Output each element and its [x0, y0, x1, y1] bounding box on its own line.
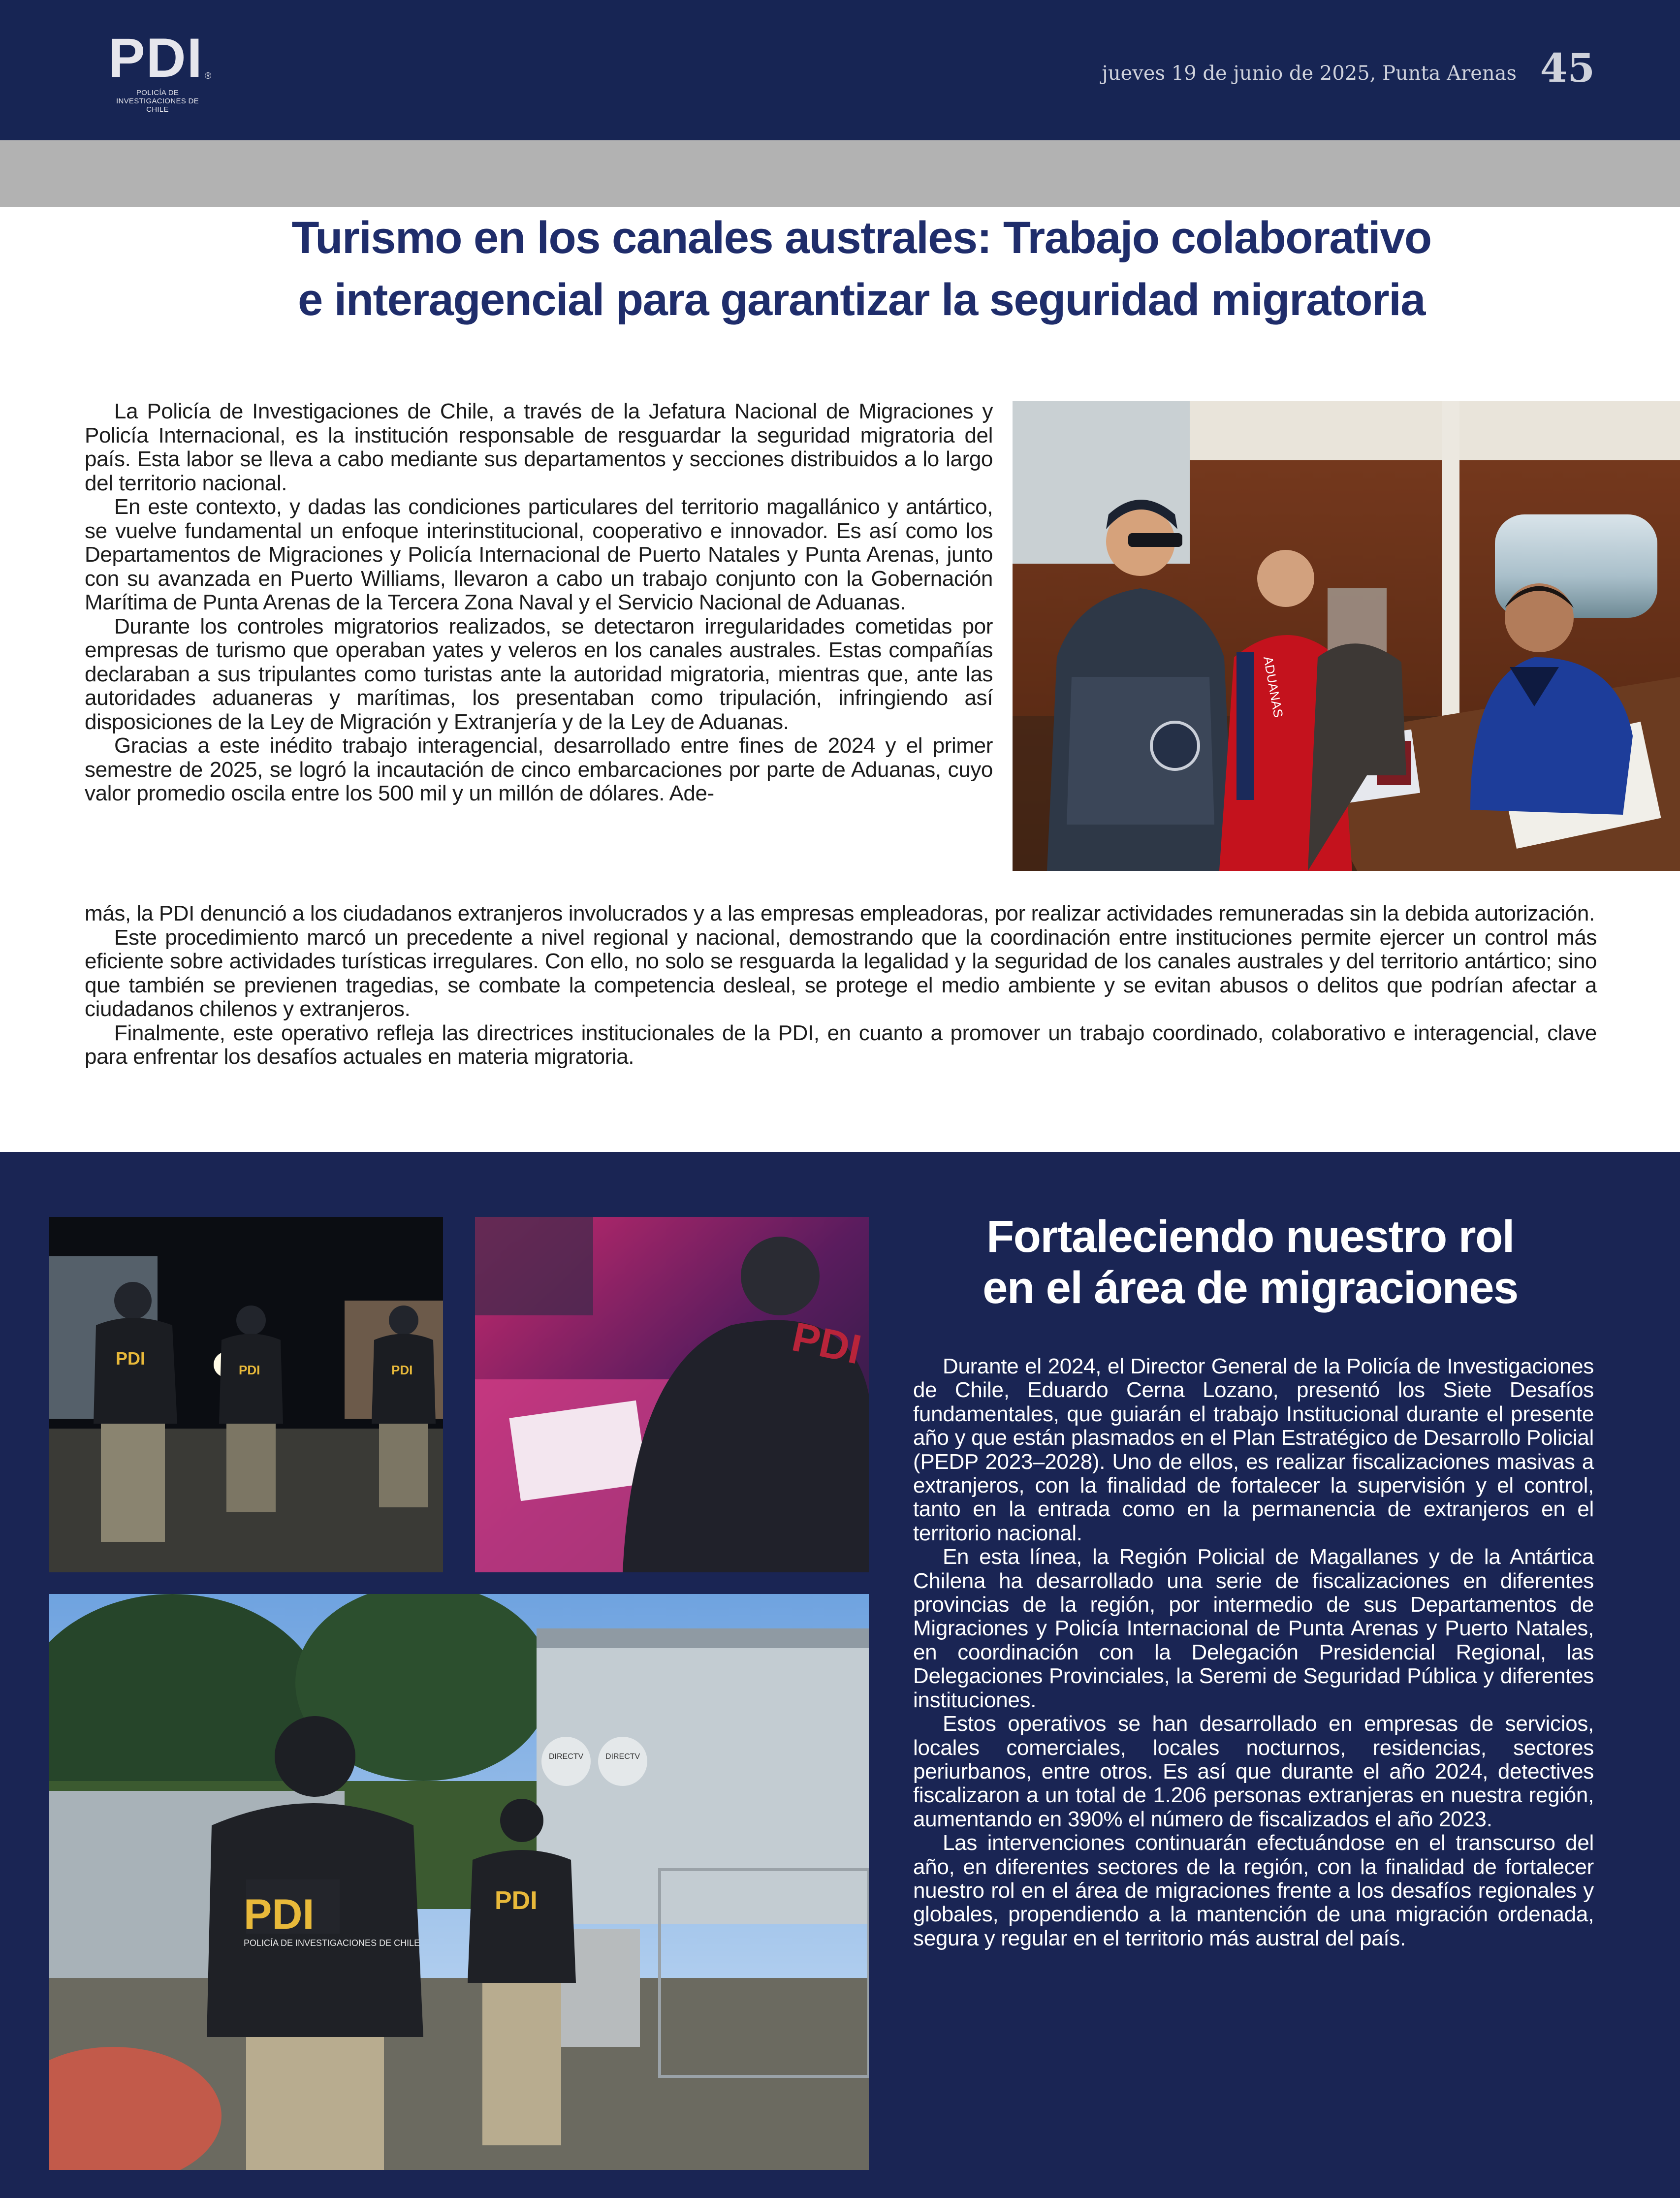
page-header: [0, 0, 1680, 140]
article1-title-line1: Turismo en los canales australes: Trabajo colaborativo: [291, 213, 1431, 263]
pdi-logo: [108, 27, 217, 114]
customs-jacket-label: ADUANAS: [1261, 655, 1286, 719]
article1-paragraph-5: Este procedimiento marcó un precedente a nivel regional y nacional, demostrando que la coordinación entre instituciones permite ejercer un control más eficiente sobre actividades turísticas irregulares. Con ello, no solo se resguarda la legalidad y la seguridad de los canales australes y del territorio antártico; sino que también se previenen tragedias, se combate la competencia desleal, se protege el medio ambiente y se evitan abusos o delitos que podrían afectar a ciudadanos chilenos y extranjeros.: [85, 925, 1597, 1021]
night-patrol-photo: [49, 1217, 443, 1572]
vest-label-2: PDI: [239, 1363, 260, 1377]
nightclub-inspection-photo: [475, 1217, 869, 1572]
article2-title-line2: en el área de migraciones: [983, 1263, 1518, 1313]
boat-inspection-photo: [1013, 401, 1680, 871]
vest-label-1: PDI: [116, 1348, 146, 1369]
article1-paragraph-3: Durante los controles migratorios realizados, se detectaron irregularidades cometidas por empresas de turismo que operaban yates y veleros en los canales australes. Estas compañías declaraban a sus tripulantes como turistas ante la autoridad migratoria, mientras que, ante las autoridades aduaneras y marítimas, los presentaban como tripulación, infringiendo así disposiciones de la Ley de Migración y Extranjería y de la Ley de Aduanas.: [85, 614, 993, 734]
residential-inspection-photo: [49, 1594, 869, 2170]
article1-paragraph-4: Gracias a este inédito trabajo interagencial, desarrollado entre fines de 2024 y el primer semestre de 2025, se logró la incautación de cinco embarcaciones por parte de Aduanas, cuyo valor promedio oscila entre los 500 mil y un millón de dólares. Ade-: [85, 733, 993, 805]
article1-column-wide: [85, 902, 1597, 1069]
article2-column: [913, 1355, 1594, 1950]
dateline: jueves 19 de junio de 2025, Punta Arenas: [1102, 62, 1517, 85]
article1-paragraph-2: En este contexto, y dadas las condiciones particulares del territorio magallánico y antártico, se vuelve fundamental un enfoque interinstitucional, cooperativo e innovador. Es así como los Departamentos de Migraciones y Policía Internacional de Puerto Natales y Punta Arenas, junto con su avanzada en Puerto Williams, llevaron a cabo un trabajo conjunto con la Gobernación Marítima de Punta Arenas de la Tercera Zona Naval y el Servicio Nacional de Aduanas.: [85, 495, 993, 614]
logo-registered-mark: ®: [205, 71, 212, 81]
logo-subtitle: POLICÍA DE INVESTIGACIONES DE CHILE: [116, 89, 199, 114]
article1-paragraph-6: Finalmente, este operativo refleja las directrices institucionales de la PDI, en cuanto a promover un trabajo coordinado, colaborativo e interagencial, clave para enfrentar los desafíos actuales en materia migratoria.: [85, 1020, 1597, 1069]
article1-column-narrow: [85, 400, 993, 806]
vest-label-foreground: PDI: [244, 1891, 315, 1938]
satellite-dish-1: [541, 1737, 591, 1786]
dish-label-1: DIRECTV: [549, 1752, 584, 1761]
article2-title-line1: Fortaleciendo nuestro rol: [986, 1211, 1514, 1262]
article1-paragraph-1: La Policía de Investigaciones de Chile, a través de la Jefatura Nacional de Migraciones y Policía Internacional, es la institución responsable de resguardar la seguridad migratoria del país. Esta labor se lleva a cabo mediante sus departamentos y secciones distribuidos a lo largo del territorio nacional.: [85, 399, 993, 495]
article2-title: [911, 1211, 1590, 1313]
vest-label-3: PDI: [391, 1363, 413, 1377]
satellite-dish-2: [598, 1737, 647, 1786]
header-gray-band: [0, 140, 1680, 207]
article2-paragraph-4: Las intervenciones continuarán efectuándose en el transcurso del año, en diferentes sectores de la región, con la finalidad de fortalecer nuestro rol en el área de migraciones frente a los desafíos regionales y globales, propendiendo a la mantención de una migración ordenada, segura y regular en el territorio más austral del país.: [913, 1831, 1594, 1950]
vest-label-background: PDI: [495, 1886, 538, 1915]
article1-paragraph-4-continued: más, la PDI denunció a los ciudadanos extranjeros involucrados y a las empresas empleadoras, por realizar actividades remuneradas sin la debida autorización.: [85, 901, 1595, 925]
logo-wordmark: PDI: [108, 27, 203, 89]
vest-subtext-foreground: POLICÍA DE INVESTIGACIONES DE CHILE: [244, 1938, 420, 1948]
jacket-pdi-label: PDI: [788, 1313, 865, 1373]
article1-title-line2: e interagencial para garantizar la seguridad migratoria: [298, 275, 1425, 325]
page-number: 45: [1540, 45, 1595, 91]
article1-title: [217, 207, 1506, 331]
article2-paragraph-1: Durante el 2024, el Director General de la Policía de Investigaciones de Chile, Eduardo Cerna Lozano, presentó los Siete Desafíos fundamentales, que guiarán el trabajo Institucional durante el presente año y que están plasmados en el Plan Estratégico de Desarrollo Policial (PEDP 2023–2028). Uno de ellos, es realizar fiscalizaciones masivas a extranjeros, con la finalidad de fortalecer la supervisión y el control, tanto en la entrada como en la permanencia de extranjeros en el territorio nacional.: [913, 1354, 1594, 1545]
article2-paragraph-2: En esta línea, la Región Policial de Magallanes y de la Antártica Chilena ha desarrollado una serie de fiscalizaciones en diferentes provincias de la región, por intermedio de sus Departamentos de Migraciones y Policía Internacional de Punta Arenas y Puerto Natales, en coordinación con la Delegación Presidencial Regional, las Delegaciones Provinciales, la Seremi de Seguridad Pública y diferentes instituciones.: [913, 1545, 1594, 1712]
dish-label-2: DIRECTV: [605, 1752, 640, 1761]
article2-paragraph-3: Estos operativos se han desarrollado en empresas de servicios, locales comerciales, locales nocturnos, residencias, sectores periurbanos, entre otros. Es así que durante el año 2024, detectives fiscalizaron a un total de 1.206 personas extranjeras en nuestra región, aumentando en 390% el número de fiscalizados el año 2023.: [913, 1712, 1594, 1831]
